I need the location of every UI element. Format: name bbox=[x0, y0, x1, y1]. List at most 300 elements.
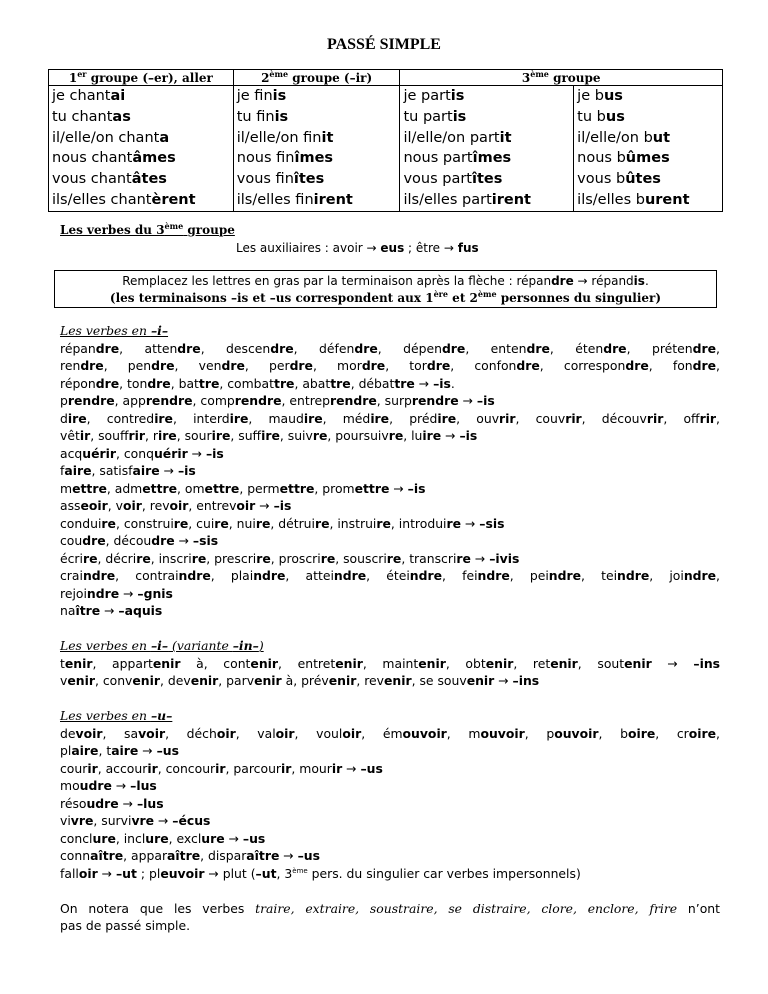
text-segment: , suiv bbox=[279, 428, 313, 443]
bold-segment: ndre bbox=[253, 568, 286, 583]
text-segment: , préten bbox=[626, 340, 693, 356]
bold-segment: –lus bbox=[130, 778, 157, 793]
verb-stem: ils/elles part bbox=[403, 191, 492, 208]
verb-stem: vous fin bbox=[236, 171, 294, 188]
table-cell bbox=[574, 190, 723, 211]
table-cell bbox=[49, 190, 234, 211]
bold-segment: re bbox=[173, 515, 189, 531]
bold-segment: ir bbox=[87, 760, 98, 776]
text-segment: → bbox=[174, 533, 193, 548]
text-segment: , rev bbox=[141, 498, 170, 513]
bold-segment: –us bbox=[297, 848, 321, 863]
bold-segment: enir bbox=[254, 673, 282, 688]
verb-ending: îtes bbox=[472, 171, 503, 188]
bold-segment: dre bbox=[221, 358, 245, 373]
bold-segment: ndre bbox=[178, 568, 211, 583]
bold-segment: –is bbox=[407, 480, 426, 496]
instruction-text: Remplacez les lettres en gras par la terminaison après la flèche : répan bbox=[122, 274, 552, 288]
aux-prefix: Les auxiliaires : avoir → bbox=[236, 241, 381, 255]
verb-stem: nous fin bbox=[236, 150, 295, 167]
table-cell bbox=[233, 107, 400, 128]
text-segment: , bbox=[716, 410, 720, 426]
table-cell bbox=[233, 190, 400, 211]
bold-segment: –u– bbox=[150, 708, 173, 723]
blank-line bbox=[60, 882, 720, 900]
text-segment: → bbox=[118, 795, 137, 811]
verb-stem: tu b bbox=[577, 108, 606, 125]
bold-segment: ettre bbox=[279, 480, 315, 496]
text-segment: → bbox=[255, 498, 274, 513]
bold-segment: ouvoir bbox=[554, 725, 599, 741]
bold-segment: ouvoir bbox=[480, 725, 525, 741]
text-segment: , bbox=[715, 340, 720, 356]
verb-line bbox=[60, 760, 720, 778]
bold-segment: ouvoir bbox=[402, 725, 447, 741]
bold-segment: tre bbox=[394, 375, 415, 391]
text-segment: , entrev bbox=[188, 498, 237, 513]
text-segment: On notera que les verbes bbox=[60, 900, 256, 916]
bold-segment: enir bbox=[418, 655, 446, 671]
bold-segment: –ut bbox=[255, 865, 277, 881]
blank-line bbox=[60, 690, 720, 708]
text-segment: (variante bbox=[168, 638, 233, 653]
verb-ending: ai bbox=[110, 88, 126, 104]
text-segment: → bbox=[414, 375, 434, 391]
text-segment: , per bbox=[244, 358, 290, 373]
text-segment: , lu bbox=[403, 428, 423, 443]
text-segment: crai bbox=[60, 568, 83, 583]
instruction-l2-c: personnes du singulier) bbox=[496, 291, 662, 305]
text-segment: écri bbox=[60, 550, 83, 566]
table-header-1 bbox=[49, 70, 234, 86]
text-segment: pers. du singulier car verbes impersonnels) bbox=[307, 865, 581, 881]
verb-ending: ûmes bbox=[625, 150, 670, 167]
bold-segment: ire bbox=[67, 410, 87, 426]
bold-segment: ire bbox=[422, 428, 442, 443]
text-segment: , concour bbox=[157, 760, 216, 776]
verb-ending: ûtes bbox=[625, 171, 661, 188]
text-segment: , rev bbox=[356, 673, 384, 688]
bold-segment: rir bbox=[646, 410, 664, 426]
aux-mid: ; être → bbox=[404, 241, 458, 255]
bold-segment: ire bbox=[261, 428, 280, 443]
aux-etre-form: fus bbox=[457, 241, 479, 255]
bold-segment: rendre bbox=[234, 393, 282, 408]
bold-segment: dre bbox=[95, 340, 120, 356]
text-segment: , poursuiv bbox=[327, 428, 389, 443]
bold-segment: re bbox=[386, 550, 402, 566]
verb-line bbox=[60, 795, 720, 813]
text-segment: , r bbox=[144, 428, 158, 443]
text-segment: , plai bbox=[210, 568, 254, 583]
bold-segment: rendre bbox=[145, 393, 193, 408]
text-segment: ) bbox=[258, 638, 264, 653]
bold-segment: oir bbox=[236, 498, 256, 513]
text-segment: , joi bbox=[649, 568, 684, 583]
bold-segment: –is bbox=[459, 428, 478, 443]
verb-ending: it bbox=[499, 129, 512, 146]
text-segment: , p bbox=[524, 725, 555, 741]
verb-stem: je b bbox=[577, 88, 604, 104]
header-num: 3 bbox=[521, 70, 531, 85]
text-segment: , ret bbox=[513, 655, 551, 671]
bold-segment: ndre bbox=[548, 568, 581, 583]
text-segment: cour bbox=[60, 760, 88, 776]
text-segment: , off bbox=[663, 410, 700, 426]
bold-segment: rir bbox=[499, 410, 516, 426]
verb-line bbox=[60, 847, 720, 865]
bold-segment: udre bbox=[86, 795, 119, 811]
subsection-heading-text bbox=[60, 708, 172, 723]
text-segment: , contrai bbox=[115, 568, 179, 583]
text-segment: , proscri bbox=[270, 550, 321, 566]
text-segment: , cr bbox=[655, 725, 689, 741]
bold-segment: ir bbox=[79, 428, 91, 443]
text-segment: → bbox=[389, 480, 408, 496]
bold-segment: ettre bbox=[204, 480, 240, 496]
bold-segment: –us bbox=[360, 760, 383, 776]
text-segment: , entret bbox=[278, 655, 336, 671]
verb-line bbox=[60, 812, 720, 830]
text-segment: , maud bbox=[248, 410, 304, 426]
verb-ending: îmes bbox=[472, 150, 512, 167]
table-cell bbox=[400, 128, 574, 149]
text-segment: acq bbox=[60, 445, 83, 461]
text-segment: , excl bbox=[168, 830, 202, 846]
bold-segment: re bbox=[388, 428, 404, 443]
text-segment: de bbox=[60, 725, 76, 741]
text-segment: → bbox=[154, 813, 173, 828]
bold-segment: re bbox=[255, 515, 271, 531]
bold-segment: –i– bbox=[150, 638, 169, 653]
bold-segment: ndre bbox=[333, 568, 367, 583]
text-segment: , conv bbox=[94, 673, 133, 688]
verb-stem: il/elle/on fin bbox=[236, 129, 322, 146]
text-segment: → bbox=[470, 550, 490, 566]
text-segment: , parv bbox=[218, 673, 255, 688]
text-segment: , décri bbox=[97, 550, 137, 566]
bold-segment: dre bbox=[692, 340, 716, 356]
text-segment: , pei bbox=[509, 568, 549, 583]
verb-line bbox=[60, 340, 720, 358]
verb-ending: is bbox=[272, 88, 287, 104]
table-cell bbox=[233, 148, 400, 169]
text-segment: p bbox=[60, 393, 68, 408]
bold-segment: re bbox=[191, 550, 207, 566]
text-segment: répan bbox=[60, 340, 96, 356]
bold-segment: –us bbox=[156, 743, 179, 758]
text-segment: , inscri bbox=[150, 550, 192, 566]
bold-segment: enir bbox=[190, 673, 219, 688]
table-cell bbox=[49, 86, 234, 107]
subsection-heading bbox=[60, 637, 720, 655]
bold-segment: ndre bbox=[86, 585, 120, 601]
text-segment: , souff bbox=[90, 428, 129, 443]
text-segment: , om bbox=[177, 480, 205, 496]
verb-ending: us bbox=[605, 108, 625, 125]
verb-stem: il/elle/on b bbox=[577, 129, 653, 146]
text-segment: , dispar bbox=[200, 848, 247, 863]
text-segment: , suff bbox=[230, 428, 262, 443]
text-segment: → plut ( bbox=[204, 865, 256, 881]
bold-segment: vre bbox=[131, 813, 155, 828]
text-segment: , découv bbox=[581, 410, 647, 426]
bold-segment: re bbox=[82, 550, 98, 566]
text-segment: , sout bbox=[577, 655, 625, 671]
text-segment: , t bbox=[98, 743, 112, 758]
text-segment: , décou bbox=[105, 533, 152, 548]
text-segment: , parcour bbox=[225, 760, 282, 776]
text-segment: Les verbes en bbox=[60, 638, 151, 653]
verb-line bbox=[60, 515, 720, 533]
bold-segment: –is bbox=[177, 463, 196, 478]
bold-segment: ir bbox=[331, 760, 343, 776]
text-segment: , interd bbox=[172, 410, 230, 426]
verb-line bbox=[60, 497, 720, 515]
instruction-l2-a: (les terminaisons –is et –us correspondent aux 1 bbox=[109, 291, 434, 305]
bold-segment: re bbox=[314, 515, 330, 531]
table-cell bbox=[400, 86, 574, 107]
bold-segment: ire bbox=[154, 410, 173, 426]
verb-ending: is bbox=[450, 88, 465, 104]
text-segment: , bbox=[716, 568, 720, 583]
text-segment: , détrui bbox=[270, 515, 315, 531]
bold-segment: dre bbox=[426, 358, 451, 373]
text-segment: → bbox=[494, 673, 513, 688]
text-segment: , prom bbox=[314, 480, 355, 496]
bold-segment: oir bbox=[169, 498, 189, 513]
instruction-mid: → répand bbox=[573, 274, 634, 288]
bold-segment: dre bbox=[147, 375, 171, 391]
verb-lists bbox=[60, 322, 720, 935]
bold-segment: vre bbox=[70, 813, 94, 828]
section-heading-sup: ème bbox=[164, 221, 184, 231]
bold-segment: oire bbox=[627, 725, 656, 741]
text-segment: concl bbox=[60, 830, 93, 846]
bold-segment: dre bbox=[80, 358, 104, 373]
verb-line bbox=[60, 742, 720, 760]
bold-segment: rendre bbox=[330, 393, 377, 408]
bold-segment: oir bbox=[123, 498, 142, 513]
bold-segment: tre bbox=[330, 375, 351, 391]
text-segment: → bbox=[187, 445, 206, 461]
text-segment: , atten bbox=[119, 340, 178, 356]
verb-stem: nous part bbox=[403, 150, 473, 167]
text-segment: , cui bbox=[188, 515, 215, 531]
bold-segment: dre bbox=[95, 375, 120, 391]
bold-segment: ire bbox=[229, 410, 249, 426]
instruction-l2-sup1: ère bbox=[433, 289, 448, 299]
text-segment: , surp bbox=[376, 393, 412, 408]
text-segment: rejoi bbox=[60, 585, 87, 601]
text-segment: , débat bbox=[350, 375, 395, 391]
bold-segment: dre bbox=[354, 340, 378, 356]
text-segment: , b bbox=[598, 725, 628, 741]
bold-segment: –is bbox=[273, 498, 292, 513]
text-segment: , instrui bbox=[329, 515, 377, 531]
bold-segment: voir bbox=[138, 725, 166, 741]
verb-line bbox=[60, 602, 720, 620]
bold-segment: –in– bbox=[232, 638, 259, 653]
bold-segment: voir bbox=[75, 725, 103, 741]
bold-segment: –is bbox=[433, 375, 451, 391]
text-segment: , appart bbox=[92, 655, 153, 671]
bold-segment: udre bbox=[79, 778, 112, 793]
verb-ending: irent bbox=[491, 191, 531, 208]
bold-segment: ndre bbox=[409, 568, 442, 583]
text-segment: → bbox=[100, 603, 119, 618]
bold-segment: ure bbox=[145, 830, 169, 846]
verb-ending: urent bbox=[644, 191, 690, 208]
text-segment: , fon bbox=[648, 358, 693, 373]
text-segment: , ven bbox=[174, 358, 222, 373]
table-cell bbox=[400, 148, 574, 169]
verb-stem: je chant bbox=[52, 88, 111, 104]
header-sup: ème bbox=[269, 68, 289, 79]
verb-ending: ut bbox=[652, 129, 671, 146]
aux-avoir-form: eus bbox=[380, 241, 405, 255]
text-segment: → bbox=[441, 428, 460, 443]
text-segment: à, cont bbox=[180, 655, 251, 671]
text-segment: → bbox=[159, 463, 178, 478]
verb-stem: nous b bbox=[577, 150, 626, 167]
text-segment: , construi bbox=[115, 515, 174, 531]
bold-segment: re bbox=[312, 428, 328, 443]
bold-segment: ndre bbox=[82, 568, 116, 583]
verb-line bbox=[60, 830, 720, 848]
bold-segment: dre bbox=[177, 340, 201, 356]
verb-line bbox=[60, 567, 720, 585]
bold-segment: –us bbox=[242, 830, 266, 846]
verb-ending: îtes bbox=[293, 171, 325, 188]
text-segment: , transcri bbox=[401, 550, 457, 566]
verb-line bbox=[60, 480, 720, 498]
text-segment: , survi bbox=[93, 813, 132, 828]
verb-stem: ils/elles b bbox=[577, 191, 645, 208]
bold-segment: aître bbox=[246, 848, 280, 863]
text-segment: → bbox=[461, 515, 480, 531]
verb-stem: tu part bbox=[403, 108, 453, 125]
bold-segment: enir bbox=[550, 655, 578, 671]
verb-line bbox=[60, 445, 720, 463]
bold-segment: enir bbox=[485, 655, 514, 671]
bold-segment: re bbox=[101, 515, 116, 531]
bold-segment: –is bbox=[205, 445, 224, 461]
text-segment: → bbox=[279, 848, 298, 863]
verb-line bbox=[60, 532, 720, 550]
text-segment: , sour bbox=[176, 428, 212, 443]
bold-segment: re bbox=[376, 515, 391, 531]
bold-segment: aire bbox=[71, 743, 99, 758]
text-segment: ; pl bbox=[136, 865, 161, 881]
bold-segment: enir bbox=[624, 655, 652, 671]
verb-stem: vous chant bbox=[52, 171, 132, 188]
verb-line bbox=[60, 375, 720, 393]
text-segment: , dev bbox=[160, 673, 191, 688]
subsection-heading-text bbox=[60, 323, 168, 338]
bold-segment: –i– bbox=[150, 323, 169, 338]
bold-segment: rir bbox=[565, 410, 582, 426]
text-segment: , ton bbox=[119, 375, 148, 391]
bold-segment: re bbox=[136, 550, 151, 566]
instruction-l2-b: et 2 bbox=[448, 291, 478, 305]
header-sup: ème bbox=[530, 68, 549, 79]
verb-ending: is bbox=[452, 108, 467, 125]
bold-segment: oir bbox=[78, 865, 98, 881]
italic-segment: traire, extraire, soustraire, se distraire, clore, enclore, frire bbox=[255, 900, 678, 916]
table-cell bbox=[49, 169, 234, 190]
bold-segment: aître bbox=[167, 848, 201, 863]
bold-segment: aire bbox=[111, 743, 139, 758]
bold-segment: oir bbox=[216, 725, 236, 741]
text-segment: . bbox=[450, 375, 455, 391]
bold-segment: ire bbox=[211, 428, 231, 443]
text-segment: répon bbox=[60, 375, 96, 391]
text-segment: ren bbox=[60, 358, 81, 373]
text-segment: , déch bbox=[165, 725, 217, 741]
header-sup: er bbox=[77, 68, 87, 79]
bold-segment: eoir bbox=[80, 498, 108, 513]
text-segment: , tei bbox=[580, 568, 618, 583]
table-header-3 bbox=[400, 70, 723, 86]
table-row bbox=[49, 169, 723, 190]
bold-segment: enir bbox=[64, 655, 93, 671]
verb-stem: il/elle/on part bbox=[403, 129, 500, 146]
table-header-2 bbox=[233, 70, 400, 86]
text-segment: pas de passé simple. bbox=[60, 918, 191, 933]
verb-line bbox=[60, 427, 720, 445]
bold-segment: rir bbox=[128, 428, 145, 443]
verb-stem: je part bbox=[403, 88, 451, 104]
verb-stem: il/elle/on chant bbox=[52, 129, 160, 146]
table-cell bbox=[49, 128, 234, 149]
table-cell bbox=[574, 128, 723, 149]
text-segment: t bbox=[60, 655, 65, 671]
text-segment: , bbox=[716, 725, 720, 741]
verb-ending: as bbox=[112, 108, 131, 125]
page-title: PASSÉ SIMPLE bbox=[327, 36, 441, 53]
text-segment: , abat bbox=[294, 375, 331, 391]
section-heading bbox=[60, 223, 235, 237]
text-segment: , défen bbox=[293, 340, 355, 356]
bold-segment: uérir bbox=[153, 445, 188, 461]
bold-segment: ettre bbox=[142, 480, 178, 496]
text-segment: vêt bbox=[60, 428, 80, 443]
text-segment: n’ont bbox=[677, 900, 720, 916]
text-segment: , appar bbox=[123, 848, 168, 863]
text-segment: → bbox=[651, 655, 694, 671]
text-segment: , enten bbox=[465, 340, 527, 356]
text-segment: → bbox=[224, 830, 243, 846]
bold-segment: enir bbox=[67, 673, 95, 688]
instruction-box bbox=[54, 270, 717, 308]
bold-segment: enir bbox=[132, 673, 160, 688]
text-segment: → bbox=[342, 760, 361, 776]
verb-ending: us bbox=[603, 88, 623, 104]
verb-stem: vous b bbox=[577, 171, 626, 188]
auxiliaries-line bbox=[236, 241, 479, 255]
bold-segment: oire bbox=[688, 725, 717, 741]
bold-segment: rendre bbox=[411, 393, 459, 408]
bold-segment: aître bbox=[90, 848, 124, 863]
table-cell bbox=[400, 190, 574, 211]
verb-line bbox=[60, 655, 720, 673]
text-segment: v bbox=[60, 673, 68, 688]
text-segment: , voul bbox=[294, 725, 343, 741]
instruction-end: . bbox=[644, 274, 649, 288]
bold-segment: enir bbox=[383, 673, 412, 688]
section-heading-text: Les verbes du 3 bbox=[60, 223, 165, 237]
